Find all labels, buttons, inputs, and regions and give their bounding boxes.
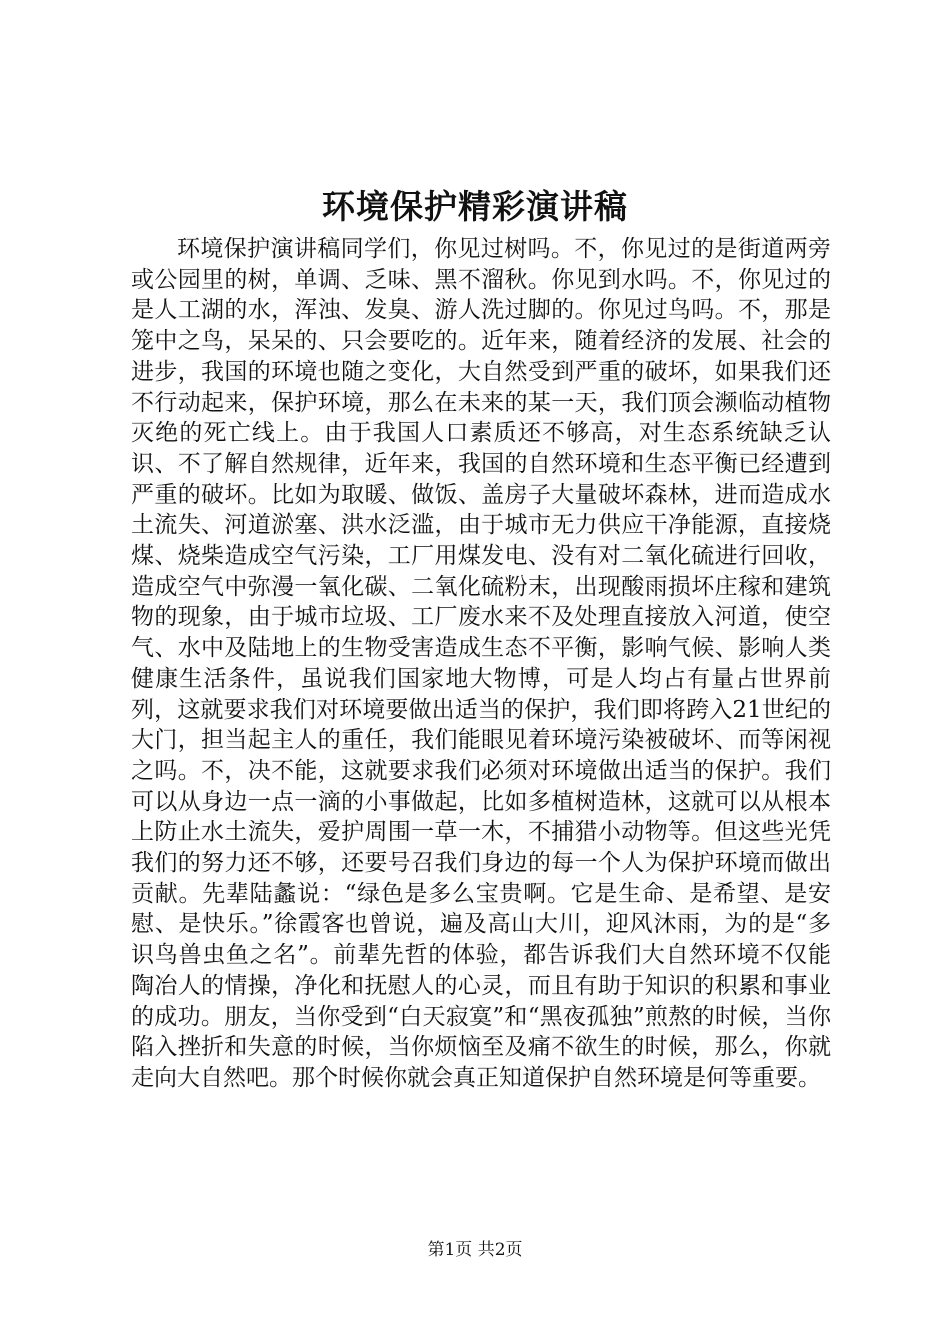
document-title: 环境保护精彩演讲稿	[322, 187, 628, 226]
page-footer: 第1页 共2页	[427, 1240, 523, 1260]
document-body: 环境保护演讲稿同学们，你见过树吗。不，你见过的是街道两旁或公园里的树，单调、乏味、黑不溜秋。你见到水吗。不，你见过的是人工湖的水，浑浊、发臭、游人洗过脚的。你见过鸟吗。不，那是笼中之鸟，呆呆的、只会要吃的。近年来，随着经济的发展、社会的进步，我国的环境也随之变化，大自然受到严重的破坏，如果我们还不行动起来，保护环境，那么在未来的某一天，我们顶会濒临动植物灭绝的死亡线上。由于我国人口素质还不够高，对生态系统缺乏认识、不了解自然规律，近年来，我国的自然环境和生态平衡已经遭到严重的破坏。比如为取暖、做饭、盖房子大量破坏森林，进而造成水土流失、河道淤塞、洪水泛滥，由于城市无力供应干净能源，直接烧煤、烧柴造成空气污染，工厂用煤发电、没有对二氧化硫进行回收，造成空气中弥漫一氧化碳、二氧化硫粉末，出现酸雨损坏庄稼和建筑物的现象，由于城市垃圾、工厂废水来不及处理直接放入河道，使空气、水中及陆地上的生物受害造成生态不平衡，影响气候、影响人类健康生活条件，虽说我们国家地大物博，可是人均占有量占世界前列，这就要求我们对环境要做出适当的保护，我们即将跨入21世纪的大门，担当起主人的重任，我们能眼见着环境污染被破坏、而等闲视之吗。不，决不能，这就要求我们必须对环境做出适当的保护。我们可以从身边一点一滴的小事做起，比如多植树造林，这就可以从根本上防止水土流失，爱护周围一草一木，不捕猎小动物等。但这些光凭我们的努力还不够，还要号召我们身边的每一个人为保护环境而做出贡献。先辈陆蠡说：“绿色是多么宝贵啊。它是生命、是希望、是安慰、是快乐。”徐霞客也曾说，遍及高山大川，迎风沐雨，为的是“多识鸟兽虫鱼之名”。前辈先哲的体验，都告诉我们大自然环境不仅能陶冶人的情操，净化和抚慰人的心灵，而且有助于知识的积累和事业的成功。朋友，当你受到“白天寂寞”和“黑夜孤独”煎熬的时候，当你陷入挫折和失意的时候，当你烦恼至及痛不欲生的时候，那么，你就走向大自然吧。那个时候你就会真正知道保护自然环境是何等重要。	[131, 236, 831, 1091]
